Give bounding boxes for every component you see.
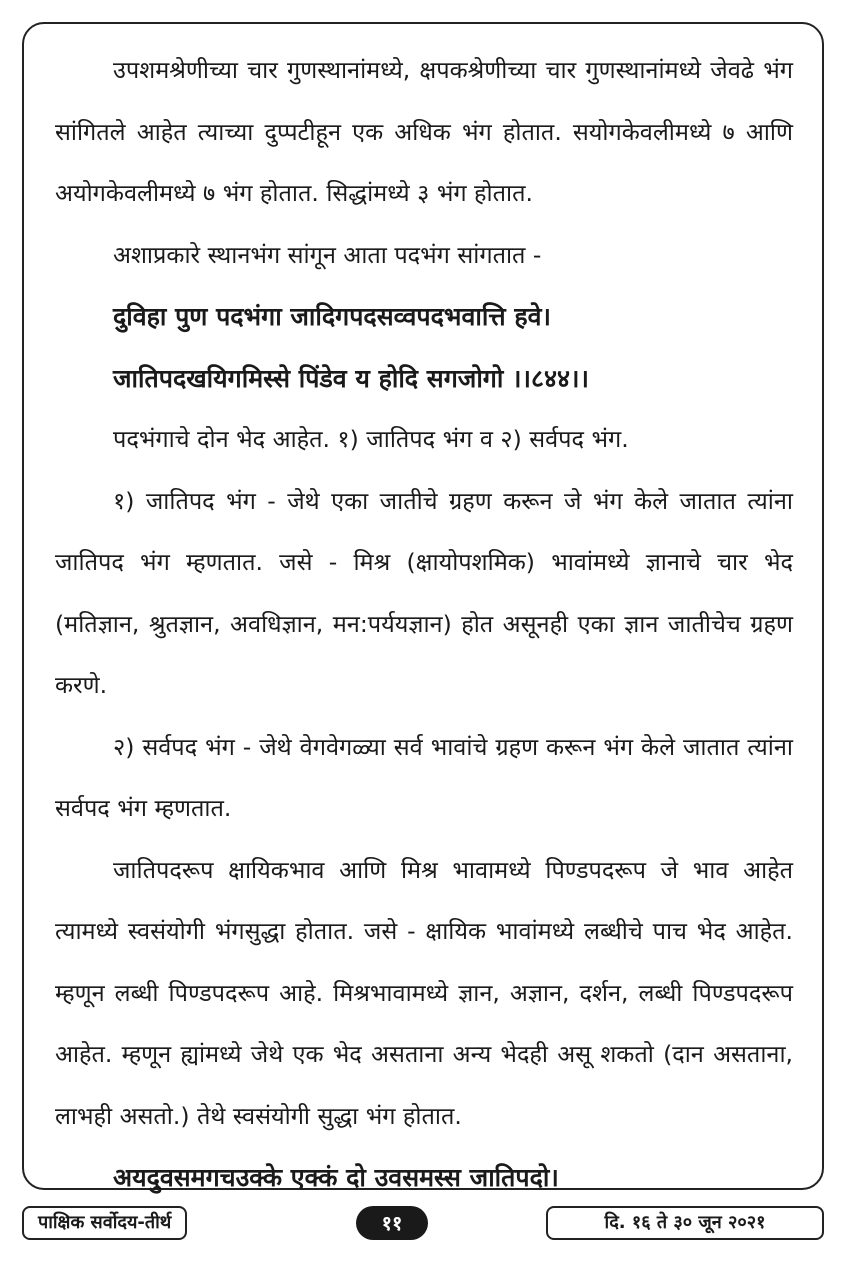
publication-name-box: पाक्षिक सर्वोदय-तीर्थ: [22, 1206, 187, 1240]
paragraph-intro-padbhang: अशाप्रकारे स्थानभंग सांगून आता पदभंग सांगतात -: [113, 240, 542, 269]
issue-date-box: दि. १६ ते ३० जून २०२१: [546, 1206, 824, 1240]
verse-line-2: जातिपदखयिगमिस्से पिंडेव य होदि सगजोगो ।।८४४।।: [113, 363, 589, 393]
paragraph-jatipad-bhang: १) जातिपद भंग - जेथे एका जातीचे ग्रहण करून जे भंग केले जातात त्यांना जातिपद भंग म्हणतात. जसे - मिश्र (क्षायोपशमिक) भावांमध्ये ज्ञानाचे चार भेद (मतिज्ञान, श्रुतज्ञान, अवधिज्ञान, मन:पर्ययज्ञान) होत असूनही एका ज्ञान जातीचेच ग्रहण करणे.: [55, 486, 793, 699]
page-body: [55, 40, 793, 1209]
verse-line-3: अयदुवसमगचउक्के एक्कं दो उवसमस्स जातिपदो।: [113, 1163, 559, 1192]
page-number-badge: ११: [356, 1206, 428, 1240]
paragraph-padbhang-types: पदभंगाचे दोन भेद आहेत. १) जातिपद भंग व २) सर्वपद भंग.: [113, 425, 629, 453]
verse-line-1: दुविहा पुण पदभंगा जादिगपदसव्वपदभवात्ति हवे।: [113, 302, 551, 331]
paragraph-kshayik-mishra: जातिपदरूप क्षायिकभाव आणि मिश्र भावामध्ये पिण्डपदरूप जे भाव आहेत त्यामध्ये स्वसंयोगी भंगसुद्धा होतात. जसे - क्षायिक भावांमध्ये लब्धीचे पाच भेद आहेत. म्हणून लब्धी पिण्डपदरूप आहे. मिश्रभावामध्ये ज्ञान, अज्ञान, दर्शन, लब्धी पिण्डपदरूप आहेत. म्हणून ह्यांमध्ये जेथे एक भेद असताना अन्य भेदही असू शकतो (दान असताना, लाभही असतो.) तेथे स्वसंयोगी सुद्धा भंग होतात.: [55, 855, 793, 1130]
paragraph-upasham-shreni: उपशमश्रेणीच्या चार गुणस्थानांमध्ये, क्षपकश्रेणीच्या चार गुणस्थानांमध्ये जेवढे भंग सांगितले आहेत त्याच्या दुप्पटीहून एक अधिक भंग होतात. सयोगकेवलीमध्ये ७ आणि अयोगकेवलीमध्ये ७ भंग होतात. सिद्धांमध्ये ३ भंग होतात.: [55, 56, 793, 207]
paragraph-sarvapad-bhang: २) सर्वपद भंग - जेथे वेगवेगळ्या सर्व भावांचे ग्रहण करून भंग केले जातात त्यांना सर्वपद भंग म्हणतात.: [55, 732, 793, 822]
